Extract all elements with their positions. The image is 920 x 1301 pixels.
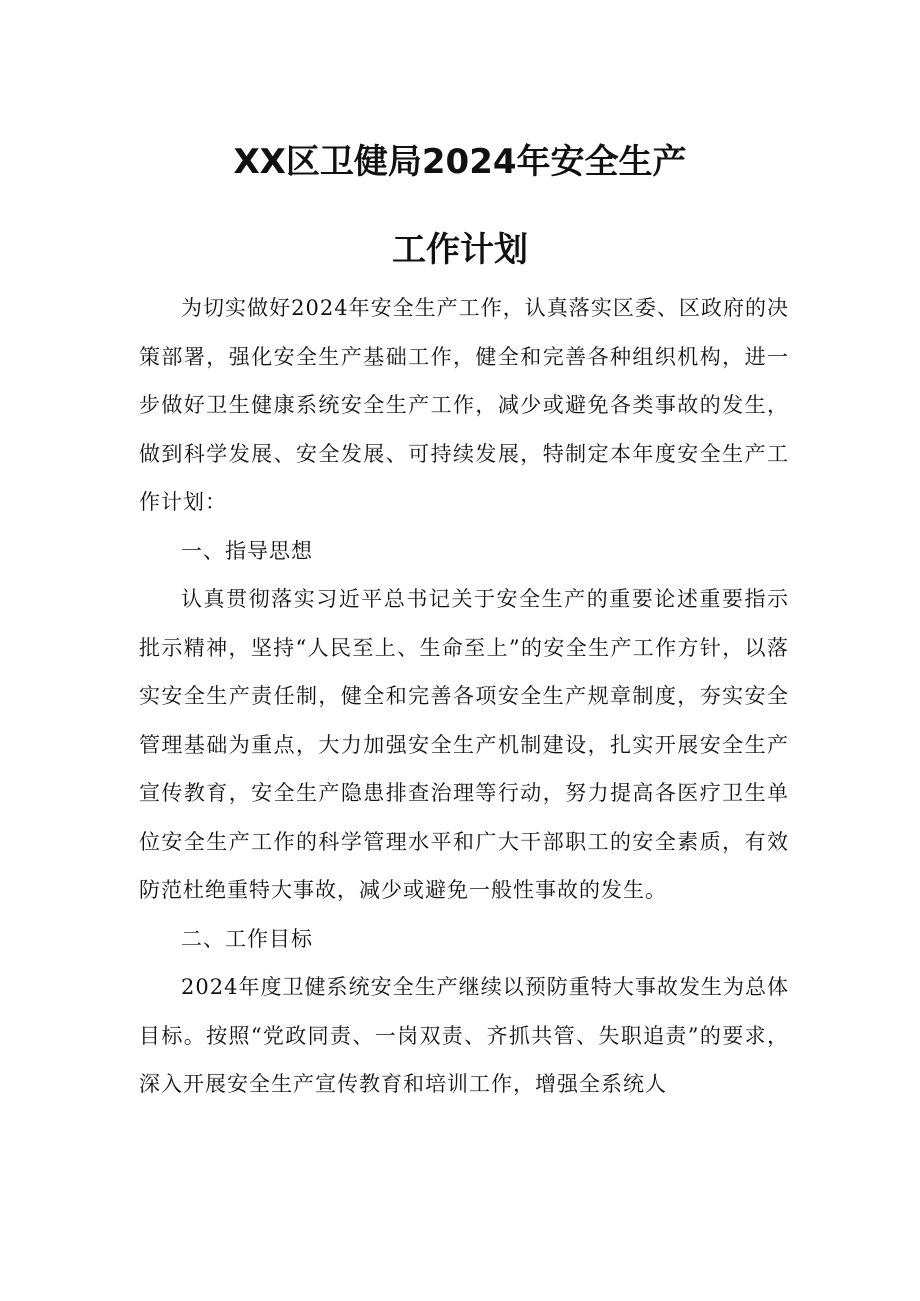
section-heading-work-goals: 二、工作目标 xyxy=(181,926,313,951)
guiding-ideology-paragraph: 认真贯彻落实习近平总书记关于安全生产的重要论述重要指示批示精神，坚持“人民至上、生命至上”的安全生产工作方针，以落实安全生产责任制，健全和完善各项安全生产规章制度，夯实安全管理基础为重点，大力加强安全生产机制建设，扎实开展安全生产宣传教育，安全生产隐患排查治理等行动，努力提高各医疗卫生单位安全生产工作的科学管理水平和广大干部职工的安全素质，有效防范杜绝重特大事故，减少或避免一般性事故的发生。 xyxy=(139,587,789,902)
section-heading-guiding-ideology: 一、指导思想 xyxy=(181,538,313,563)
document-title-line-1: XX区卫健局2024年安全生产 xyxy=(233,142,687,182)
document-title-line-2: 工作计划 xyxy=(392,230,528,270)
intro-paragraph: 为切实做好2024年安全生产工作，认真落实区委、区政府的决策部署，强化安全生产基础工作，健全和完善各种组织机构，进一步做好卫生健康系统安全生产工作，减少或避免各类事故的发生，做到科学发展、安全发展、可持续发展，特制定本年度安全生产工作计划： xyxy=(139,296,789,514)
document-body xyxy=(139,284,789,1109)
work-goals-paragraph: 2024年度卫健系统安全生产继续以预防重特大事故发生为总体目标。按照“党政同责、一岗双责、齐抓共管、失职追责”的要求，深入开展安全生产宣传教育和培训工作，增强全系统人 xyxy=(139,975,789,1096)
